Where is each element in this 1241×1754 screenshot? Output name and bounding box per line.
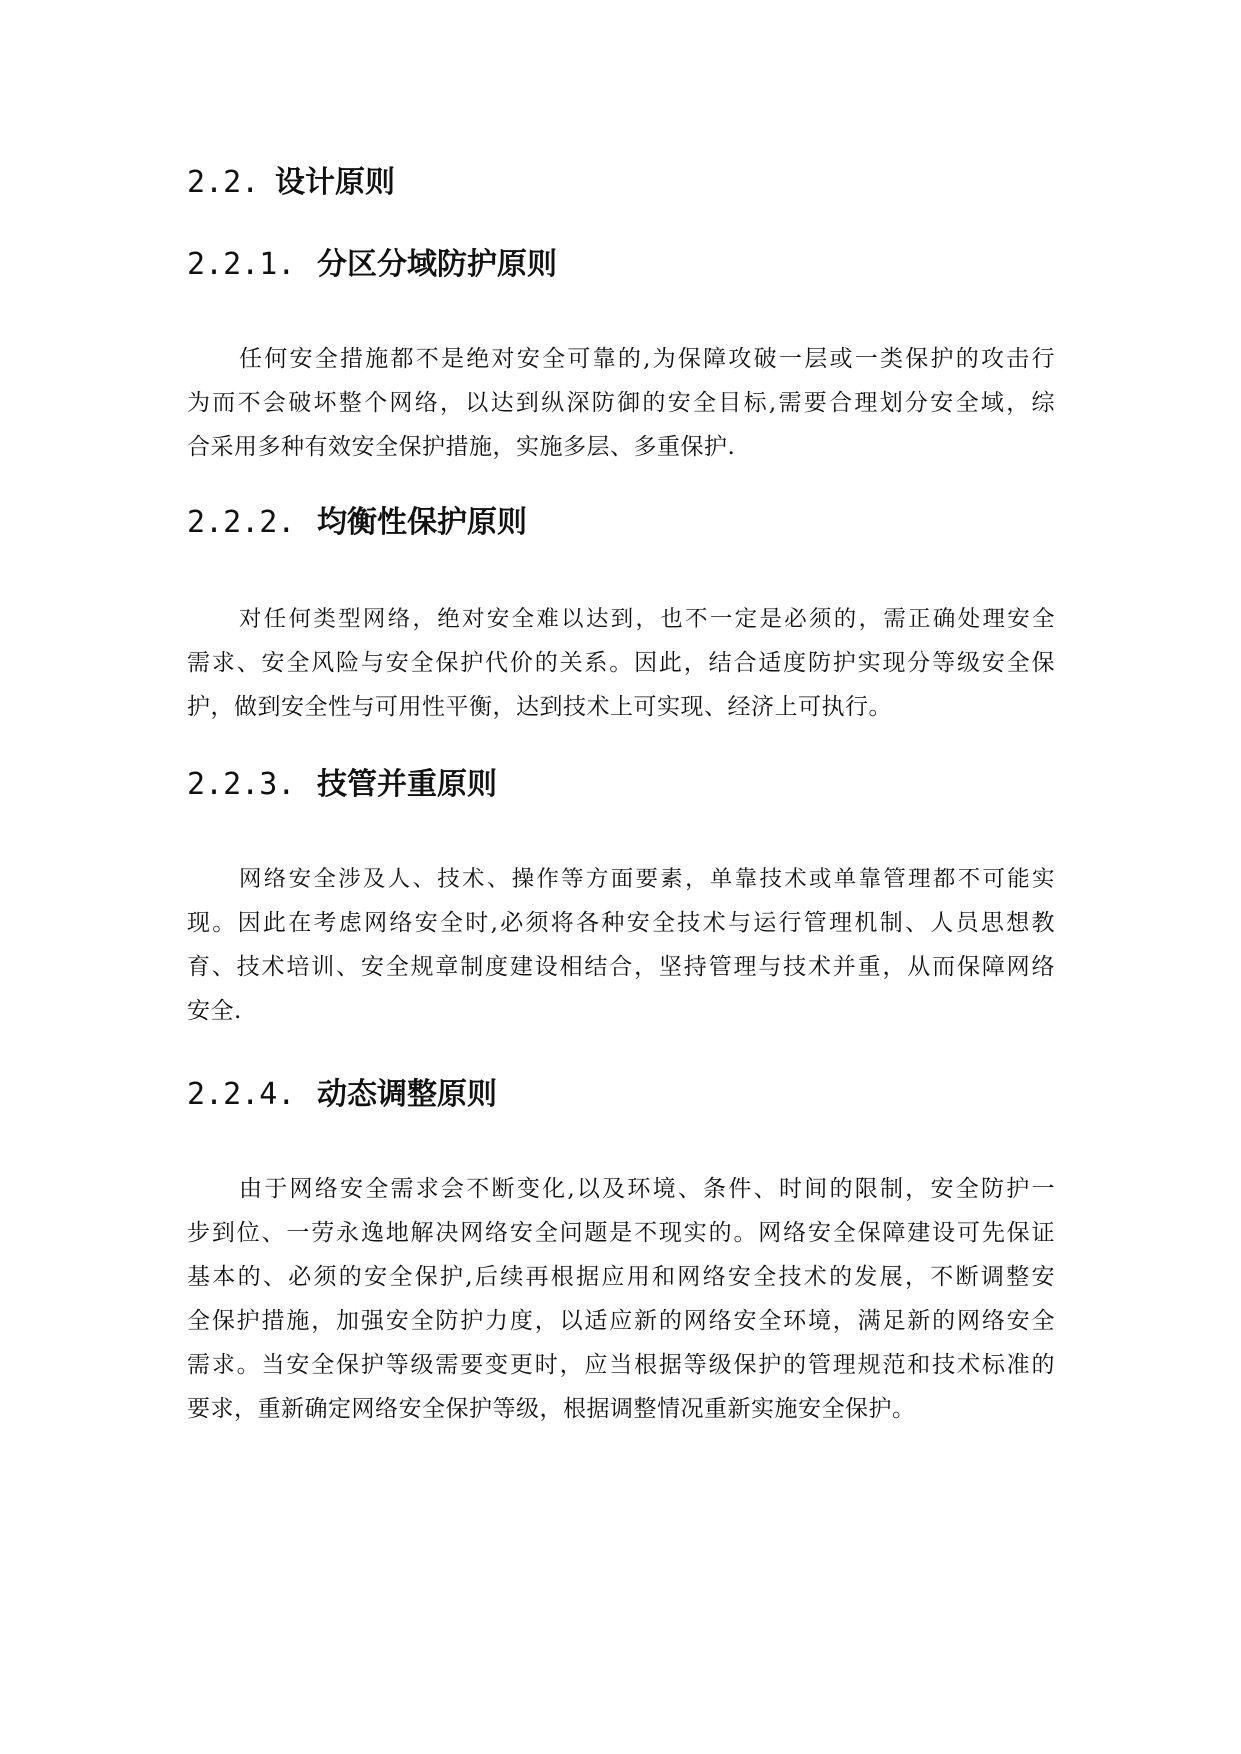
subsection-title: 技管并重原则 <box>317 767 497 802</box>
paragraph-line: 为而不会破坏整个网络，以达到纵深防御的安全目标,需要合理划分安全域，综 <box>187 390 1055 416</box>
subsection-title: 分区分域防护原则 <box>317 247 557 282</box>
subsection-title: 动态调整原则 <box>317 1077 497 1112</box>
paragraph-line: 需求。当安全保护等级需要变更时，应当根据等级保护的管理规范和技术标准的 <box>187 1352 1055 1378</box>
subsection-heading <box>187 1075 497 1115</box>
paragraph-line: 任何安全措施都不是绝对安全可靠的,为保障攻破一层或一类保护的攻击行 <box>239 346 1055 372</box>
subsection-heading <box>187 503 527 543</box>
subsection-paragraph <box>187 1167 1055 1431</box>
paragraph-line: 步到位、一劳永逸地解决网络安全问题是不现实的。网络安全保障建设可先保证 <box>187 1220 1055 1246</box>
paragraph-line: 育、技术培训、安全规章制度建设相结合，坚持管理与技术并重，从而保障网络 <box>187 954 1055 980</box>
paragraph-line: 安全. <box>187 998 242 1024</box>
section-heading <box>187 163 395 203</box>
subsection-paragraph <box>187 337 1055 469</box>
paragraph-line: 现。因此在考虑网络安全时,必须将各种安全技术与运行管理机制、人员思想教 <box>187 910 1055 936</box>
subsection-number: 2.2.1. <box>187 247 296 282</box>
paragraph-line: 护，做到安全性与可用性平衡，达到技术上可实现、经济上可执行。 <box>187 694 892 720</box>
subsection-number: 2.2.4. <box>187 1077 296 1112</box>
subsection-heading <box>187 765 497 805</box>
subsection-heading <box>187 245 557 285</box>
paragraph-line: 合采用多种有效安全保护措施，实施多层、多重保护. <box>187 434 736 460</box>
subsection-number: 2.2.3. <box>187 767 296 802</box>
section-number: 2.2. <box>187 165 260 200</box>
paragraph-line: 基本的、必须的安全保护,后续再根据应用和网络安全技术的发展，不断调整安 <box>187 1264 1055 1290</box>
paragraph-line: 要求，重新确定网络安全保护等级，根据调整情况重新实施安全保护。 <box>187 1396 916 1422</box>
paragraph-line: 网络安全涉及人、技术、操作等方面要素，单靠技术或单靠管理都不可能实 <box>239 866 1055 892</box>
subsection-paragraph <box>187 857 1055 1033</box>
section-title: 设计原则 <box>275 165 395 200</box>
paragraph-line: 由于网络安全需求会不断变化,以及环境、条件、时间的限制，安全防护一 <box>239 1176 1055 1202</box>
paragraph-line: 需求、安全风险与安全保护代价的关系。因此，结合适度防护实现分等级安全保 <box>187 650 1055 676</box>
paragraph-line: 全保护措施，加强安全防护力度，以适应新的网络安全环境，满足新的网络安全 <box>187 1308 1055 1334</box>
subsection-number: 2.2.2. <box>187 505 296 540</box>
subsection-title: 均衡性保护原则 <box>317 505 527 540</box>
subsection-paragraph <box>187 597 1055 729</box>
paragraph-line: 对任何类型网络，绝对安全难以达到，也不一定是必须的，需正确处理安全 <box>239 606 1055 632</box>
